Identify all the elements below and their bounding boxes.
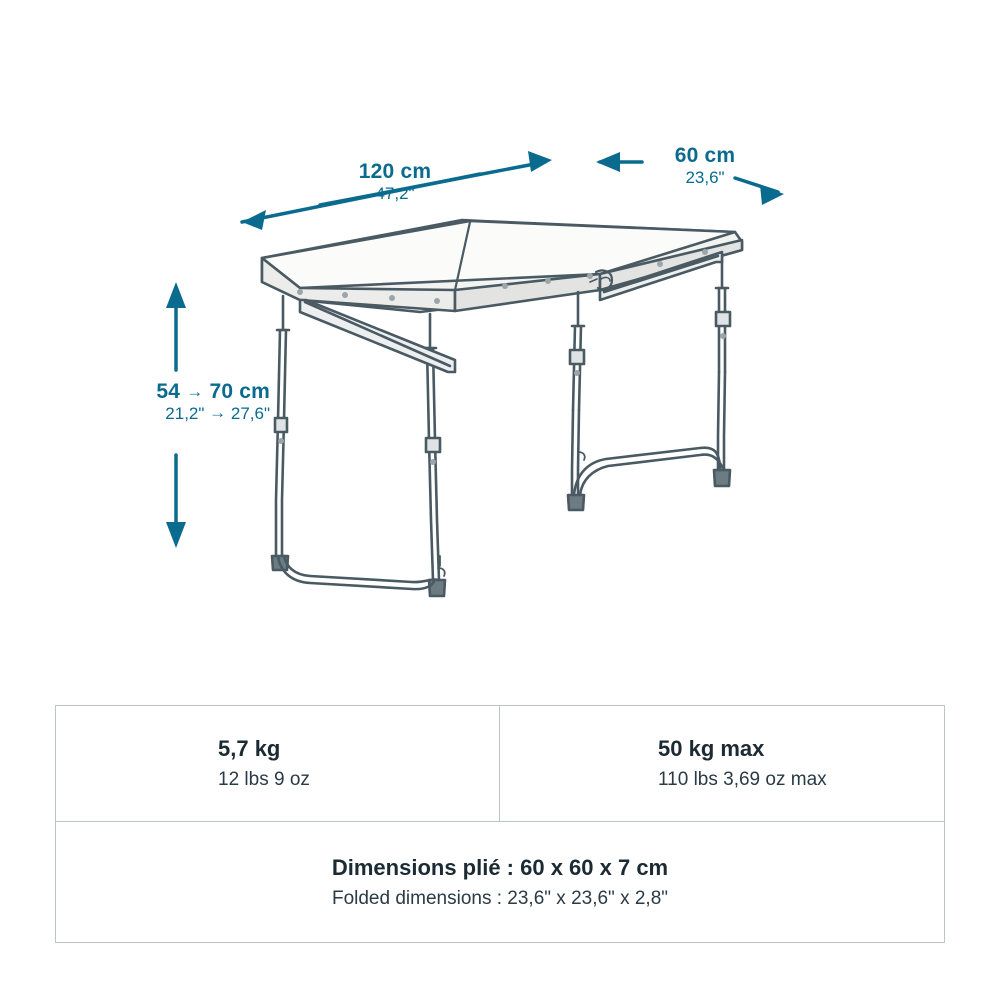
- width-primary-value: 120 cm: [358, 160, 432, 183]
- table-row: [56, 822, 944, 942]
- specifications-table: [55, 705, 945, 943]
- dimension-label-width: [315, 160, 475, 204]
- max-load-value: 50 kg max: [658, 736, 765, 761]
- weight-value: 5,7 kg: [218, 736, 281, 761]
- dimension-label-depth: [620, 144, 790, 188]
- folded-dimensions-value: Dimensions plié : 60 x 60 x 7 cm: [331, 854, 669, 880]
- spec-cell-max-load: [500, 706, 944, 821]
- depth-secondary-value: 23,6": [685, 168, 725, 188]
- weight-value-imperial: 12 lbs 9 oz: [218, 769, 310, 790]
- height-secondary-value: [95, 404, 270, 424]
- height-primary-min: 54: [156, 380, 181, 403]
- height-secondary-max: 27,6": [230, 404, 270, 424]
- table-row: [56, 706, 944, 822]
- height-primary-value: [95, 380, 270, 404]
- dimension-label-height: [95, 380, 270, 424]
- range-arrow-icon-secondary: →: [209, 403, 227, 423]
- depth-primary-value: 60 cm: [674, 144, 736, 167]
- max-load-value-imperial: 110 lbs 3,69 oz max: [658, 769, 827, 790]
- range-arrow-icon: →: [186, 382, 204, 401]
- width-secondary-value: 47,2": [375, 184, 415, 204]
- height-primary-max: 70 cm: [209, 380, 270, 403]
- folded-dimensions-value-imperial: Folded dimensions : 23,6" x 23,6" x 2,8": [331, 887, 669, 909]
- height-secondary-min: 21,2": [165, 404, 205, 424]
- dimension-arrows: [166, 151, 784, 548]
- spec-cell-weight: [56, 706, 500, 821]
- table-body: [262, 220, 742, 596]
- spec-cell-folded-dimensions: [56, 822, 944, 942]
